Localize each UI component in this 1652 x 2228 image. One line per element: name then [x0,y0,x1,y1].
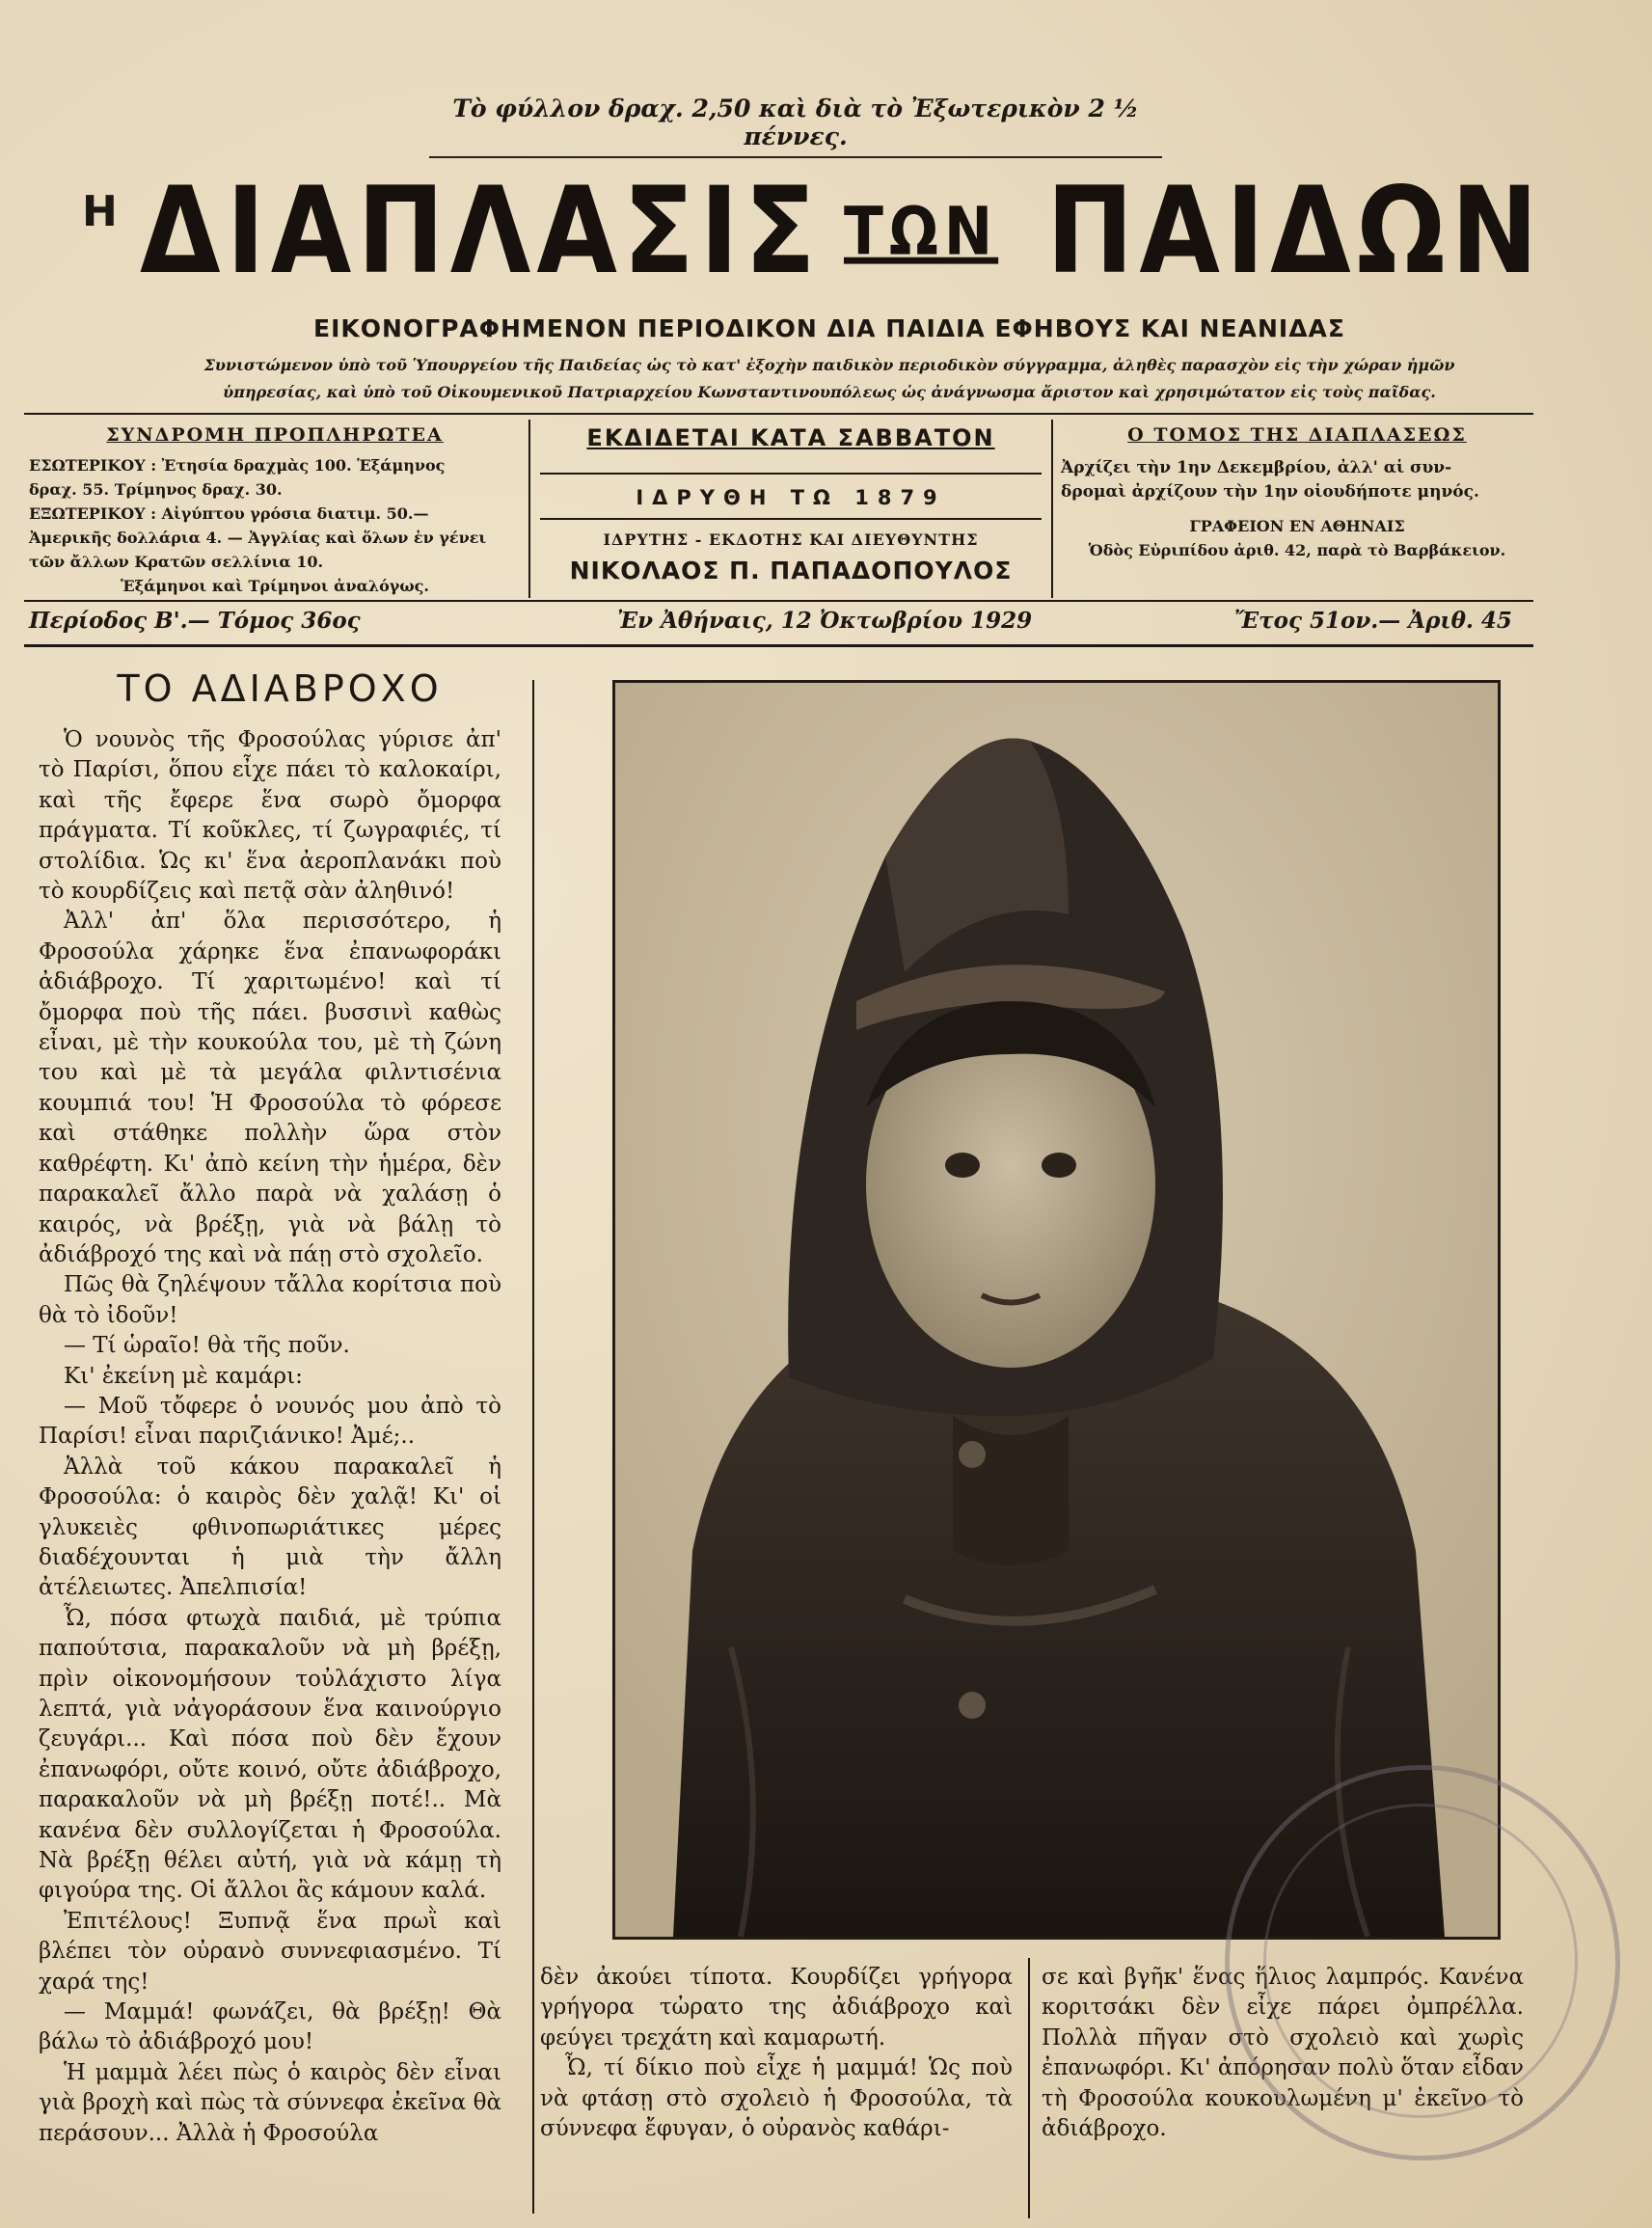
box-divider [528,420,530,598]
paragraph: Ἀλλὰ τοῦ κάκου παρακαλεῖ ἡ Φροσούλα: ὁ καιρὸς δὲν χαλᾷ! Κι' οἱ γλυκειὲς φθινοπωριάτικες μέρες διαδέχουνται ἡ μιὰ τὴν ἄλλη ἀτέλειωτες. Ἀπελπισία! [39,1454,501,1601]
subscription-line: ΕΞΩΤΕΡΙΚΟΥ : Αἰγύπτου γρόσια διατιμ. 50.— [29,504,429,523]
box-divider [1051,420,1053,598]
recommendation-line: ὑπηρεσίας, καὶ ὑπὸ τοῦ Οἰκουμενικοῦ Πατριαρχείου Κωνσταντινουπόλεως ὡς ἀνάγνωσμα ἄριστον καὶ χρησιμώτατον εἰς τοὺς παῖδας. [223,383,1436,401]
paragraph: — Τί ὡραῖο! θὰ τῆς ποῦν. [64,1333,350,1359]
subscription-line: δραχ. 55. Τρίμηνος δραχ. 30. [29,480,283,499]
publication-title: ΕΚΔΙΔΕΤΑΙ ΚΑΤΑ ΣΑΒΒΑΤΟΝ [586,424,995,451]
volume-box [1061,424,1533,593]
paragraph: Πῶς θὰ ζηλέψουν τἄλλα κορίτσια ποὺ θὰ τὸ ἰδοῦν! [39,1272,501,1328]
office-address: Ὁδὸς Εὐριπίδου ἀριθ. 42, παρὰ τὸ Βαρβάκειον. [1088,541,1506,559]
volume-line: Ἀρχίζει τὴν 1ην Δεκεμβρίου, ἀλλ' αἱ συν- [1061,458,1452,477]
paragraph: Ἐπιτέλους! Ξυπνᾷ ἕνα πρωῒ καὶ βλέπει τὸν οὐρανὸ συννεφιασμένο. Τί χαρά της! [39,1908,501,1995]
paragraph: — Μαμμά! φωνάζει, θὰ βρέξῃ! Θὰ βάλω τὸ ἀδιάβροχό μου! [39,1999,501,2055]
paragraph: Ὦ, πόσα φτωχὰ παιδιά, μὲ τρύπια παπούτσια, παρακαλοῦν νὰ μὴ βρέξῃ, πρὶν οἰκονομήσουν τοὐλάχιστο λίγα λεπτά, γιὰ νἀγοράσουν ἕνα καινούργιο ζευγάρι... Καὶ πόσα ποὺ δὲν ἔχουν ἐπανωφόρι, οὔτε κοινό, οὔτε ἀδιάβροχο, παρακαλοῦν νὰ μὴ βρέξῃ ποτέ!.. Μὰ κανένα δὲν συλλογίζεται ἡ Φροσούλα. Νὰ βρέξῃ θέλει αὐτή, γιὰ νὰ κάμῃ τὴ φιγούρα της. Οἱ ἄλλοι ἂς κάμουν καλά. [39,1605,501,1904]
price-line: Τὸ φύλλον δραχ. 2,50 καὶ διὰ τὸ Ἐξωτερικὸν 2 ½ πέννες. [429,95,1162,158]
editor-name: ΝΙΚΟΛΑΟΣ Π. ΠΑΠΑΔΟΠΟΥΛΟΣ [569,557,1013,584]
article-column-2 [540,1963,1013,2144]
divider [540,518,1042,520]
paragraph: Ὦ, τί δίκιο ποὺ εἶχε ἡ μαμμά! Ὡς ποὺ νὰ φτάσῃ στὸ σχολειὸ ἡ Φροσούλα, τὰ σύννεφα ἔφυγαν, ὁ οὐρανὸς καθάρι- [540,2055,1013,2142]
dateline-date: Ἐν Ἀθήναις, 12 Ὀκτωβρίου 1929 [617,608,1033,634]
paragraph: δὲν ἀκούει τίποτα. Κουρδίζει γρήγορα γρήγορα τὠρατο της ἀδιάβροχο καὶ φεύγει τρεχάτη καὶ καμαρωτή. [540,1965,1013,2051]
editor-role: ΙΔΡΥΤΗΣ - ΕΚΔΟΤΗΣ ΚΑΙ ΔΙΕΥΘΥΝΤΗΣ [603,530,979,549]
divider [24,413,1533,415]
paragraph: Κι' ἐκείνη μὲ καμάρι: [64,1363,303,1389]
subtitle: ΕΙΚΟΝΟΓΡΑΦΗΜΕΝΟΝ ΠΕΡΙΟΔΙΚΟΝ ΔΙΑ ΠΑΙΔΙΑ ΕΦΗΒΟΥΣ ΚΑΙ ΝΕΑΝΙΔΑΣ [313,314,1345,342]
subscription-line: Ἀμερικῆς δολλάρια 4. — Ἀγγλίας καὶ ὅλων ἐν γένει [29,529,487,547]
recommendation-line: Συνιστώμενον ὑπὸ τοῦ Ὑπουργείου τῆς Παιδείας ὡς τὸ κατ' ἐξοχὴν παιδικὸν περιοδικὸν σύγγραμμα, ἀληθὲς παρασχὸν εἰς τὴν χώραν ἡμῶν [203,356,1455,374]
masthead-word-paidon: ΠΑΙΔΩΝ [1046,162,1544,301]
masthead-word-ton: ΤΩΝ [844,193,999,271]
article-column-1 [39,725,501,2149]
subscription-line: ΕΣΩΤΕΡΙΚΟΥ : Ἐτησία δραχμὰς 100. Ἑξάμηνος [29,456,446,475]
divider [24,600,1533,602]
column-rule [532,680,534,2214]
volume-title: Ο ΤΟΜΟΣ ΤΗΣ ΔΙΑΠΛΑΣΕΩΣ [1127,424,1467,446]
library-stamp-inner [1263,1804,1578,2118]
divider [24,644,1533,647]
recommendation [106,352,1553,406]
dateline-period: Περίοδος Β'.— Τόμος 36ος [29,608,361,634]
photo-girl-in-raincoat [612,680,1501,1940]
article-title: ΤΟ ΑΔΙΑΒΡΟΧΟ [117,667,443,710]
photo-illustration [615,683,1498,1937]
masthead-word-diaplasis: ΔΙΑΠΛΑΣΙΣ [140,162,822,301]
volume-line: δρομαὶ ἀρχίζουν τὴν 1ην οἱουδήποτε μηνός. [1061,482,1479,502]
paragraph: σε καὶ βγῆκ' ἕνας ἥλιος λαμπρός. Κανένα κοριτσάκι δὲν εἶχε πάρει ὀμπρέλλα. Πολλὰ πῆγαν στὸ σχολειὸ καὶ χωρὶς ἐπανωφόρι. Κι' ἀπόρησαν πολὺ ὅταν εἶδαν τὴ Φροσούλα κουκουλωμένη μ' ἐκεῖνο τὸ ἀδιάβροχο. [1042,1965,1524,2142]
column-rule [1028,1958,1030,2218]
subscription-line: τῶν ἄλλων Κρατῶν σελλίνια 10. [29,553,324,571]
masthead-article: Η [82,187,118,236]
subscription-line: Ἑξάμηνοι καὶ Τρίμηνοι ἀναλόγως. [121,577,429,595]
dateline-issue: Ἔτος 51ον.— Ἀριθ. 45 [1234,608,1512,634]
paragraph: — Μοῦ τὄφερε ὁ νουνός μου ἀπὸ τὸ Παρίσι! εἶναι παριζιάνικο! Ἀμέ;.. [39,1393,501,1450]
paragraph: Ἀλλ' ἀπ' ὅλα περισσότερο, ἡ Φροσούλα χάρηκε ἕνα ἐπανωφοράκι ἀδιάβροχο. Τί χαριτωμένο! καὶ τί ὄμορφα ποὺ τῆς πάει. βυσσινὶ καθὼς εἶναι, μὲ τὴν κουκούλα του, μὲ τὴ ζώνη του καὶ μὲ τὰ μεγάλα φιλντισένια κουμπιά του! Ἡ Φροσούλα τὸ φόρεσε καὶ στάθηκε πολλὴν ὥρα στὸν καθρέφτη. Κι' ἀπὸ κείνη τὴν ἡμέρα, δὲν παρακαλεῖ ἄλλο παρὰ νὰ χαλάσῃ ὁ καιρός, νὰ βρέξῃ, γιὰ νὰ βάλῃ τὸ ἀδιάβροχό της καὶ νὰ πάῃ στὸ σχολεῖο. [39,909,501,1267]
masthead [72,154,1544,301]
office-title: ΓΡΑΦΕΙΟΝ ΕΝ ΑΘΗΝΑΙΣ [1189,517,1405,535]
publication-box [540,424,1042,593]
subscription-title: ΣΥΝΔΡΟΜΗ ΠΡΟΠΛΗΡΩΤΕΑ [106,424,444,446]
paragraph: Ἡ μαμμὰ λέει πὼς ὁ καιρὸς δὲν εἶναι γιὰ βροχὴ καὶ πὼς τὰ σύννεφα ἐκεῖνα θὰ περάσουν... Ἀλλὰ ἡ Φροσούλα [39,2059,501,2146]
subscription-box [29,424,521,593]
founded-line: ΙΔΡΥΘΗ ΤΩ 1879 [636,486,946,509]
divider [540,473,1042,475]
paragraph: Ὁ νουνὸς τῆς Φροσούλας γύρισε ἀπ' τὸ Παρίσι, ὅπου εἶχε πάει τὸ καλοκαίρι, καὶ τῆς ἔφερε ἕνα σωρὸ ὄμορφα πράγματα. Τί κοῦκλες, τί ζωγραφιές, τί στολίδια. Ὡς κι' ἕνα ἀεροπλανάκι ποὺ τὸ κουρδίζεις καὶ πετᾷ σὰν ἀληθινό! [39,727,501,905]
